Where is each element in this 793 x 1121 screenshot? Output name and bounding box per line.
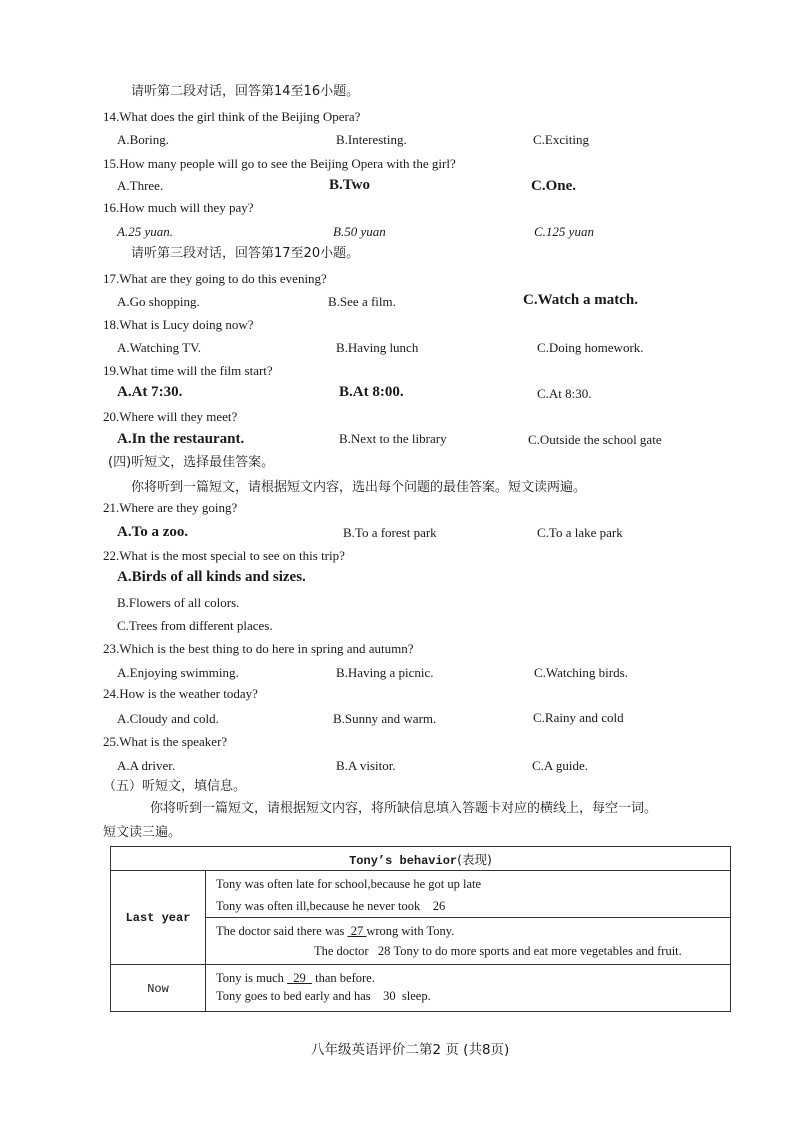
q17-option-b: B.See a film.	[328, 294, 396, 309]
now-line-1-pre: Tony is much	[216, 971, 284, 985]
ly-line-3-pre: The doctor said there was	[216, 924, 345, 938]
q18-option-a: A.Watching TV.	[117, 340, 202, 355]
page-footer: 八年级英语评价二第2 页 (共8页)	[311, 1042, 510, 1058]
question-18-stem: 18.What is Lucy doing now?	[103, 317, 254, 332]
table-title-cn: (表现)	[457, 851, 492, 867]
q20-option-b: B.Next to the library	[339, 431, 447, 446]
q19-option-c: C.At 8:30.	[537, 386, 592, 401]
question-19-stem: 19.What time will the film start?	[103, 363, 273, 378]
now-line-2	[216, 989, 431, 1004]
q21-option-b: B.To a forest park	[343, 525, 437, 540]
now-label: Now	[147, 981, 169, 996]
q23-option-c: C.Watching birds.	[534, 665, 628, 680]
question-14-stem: 14.What does the girl think of the Beijing Opera?	[103, 109, 361, 124]
now-line-1	[216, 971, 375, 986]
question-22-stem: 22.What is the most special to see on this trip?	[103, 548, 345, 563]
ly-line-3	[216, 924, 454, 939]
q15-option-b: B.Two	[329, 177, 370, 193]
question-25-stem: 25.What is the speaker?	[103, 734, 228, 749]
ly-line-3-post: wrong with Tony.	[366, 924, 455, 938]
last-year-label-cell	[111, 871, 206, 965]
q25-option-b: B.A visitor.	[336, 758, 396, 773]
q14-option-c: C.Exciting	[533, 132, 589, 147]
q15-option-a: A.Three.	[117, 178, 164, 193]
now-label-cell	[111, 965, 206, 1012]
blank-29: 29	[293, 971, 306, 985]
part-4-instruction: 你将听到一篇短文，请根据短文内容，选出每个问题的最佳答案。短文读两遍。	[131, 480, 587, 495]
q21-option-a: A.To a zoo.	[117, 524, 189, 540]
q19-option-a: A.At 7:30.	[117, 384, 183, 400]
q24-option-c: C.Rainy and cold	[533, 710, 624, 725]
blank-26: 26	[432, 899, 446, 913]
blank-30: 30	[383, 989, 396, 1003]
part-5-instruction-line-2: 短文读三遍。	[103, 825, 182, 840]
q22-option-c: C.Trees from different places.	[117, 618, 273, 633]
section-3-instruction: 请听第三段对话，回答第17至20小题。	[131, 246, 360, 261]
table-title-en: Tony’s behavior	[349, 853, 458, 868]
q23-option-b: B.Having a picnic.	[336, 665, 434, 680]
q24-option-b: B.Sunny and warm.	[333, 711, 437, 726]
part-5-instruction-line-1: 你将听到一篇短文，请根据短文内容，将所缺信息填入答题卡对应的横线上，每空一词。	[150, 801, 658, 816]
q22-option-b: B.Flowers of all colors.	[117, 595, 240, 610]
q20-option-a: A.In the restaurant.	[117, 431, 245, 447]
q15-option-c: C.One.	[531, 178, 576, 194]
blank-28: 28	[377, 944, 391, 958]
q25-option-c: C.A guide.	[532, 758, 588, 773]
now-row	[206, 965, 731, 1012]
part-5-heading: （五）听短文，填信息。	[103, 779, 247, 794]
q16-option-c: C.125 yuan	[534, 224, 594, 239]
q20-option-c: C.Outside the school gate	[528, 432, 662, 447]
behavior-table	[110, 846, 731, 1012]
last-year-label: Last year	[125, 911, 191, 925]
question-17-stem: 17.What are they going to do this evening?	[103, 271, 327, 286]
now-line-2-post: sleep.	[401, 989, 431, 1003]
q19-option-b: B.At 8:00.	[339, 384, 404, 400]
q23-option-a: A.Enjoying swimming.	[117, 665, 239, 680]
now-line-2-pre: Tony goes to bed early and has	[216, 989, 371, 1003]
q14-option-a: A.Boring.	[117, 132, 169, 147]
question-16-stem: 16.How much will they pay?	[103, 200, 254, 215]
section-2-instruction: 请听第二段对话，回答第14至16小题。	[131, 84, 360, 99]
ly-line-1: Tony was often late for school,because he got up late	[216, 877, 482, 891]
question-15-stem: 15.How many people will go to see the Beijing Opera with the girl?	[103, 156, 456, 171]
q18-option-c: C.Doing homework.	[537, 340, 644, 355]
ly-line-2-text: Tony was often ill,because he never took	[216, 899, 421, 913]
question-20-stem: 20.Where will they meet?	[103, 409, 238, 424]
q17-option-c: C.Watch a match.	[523, 292, 638, 308]
q16-option-a: A.25 yuan.	[117, 224, 173, 239]
q14-option-b: B.Interesting.	[336, 132, 407, 147]
q16-option-b: B.50 yuan	[333, 224, 386, 239]
question-23-stem: 23.Which is the best thing to do here in spring and autumn?	[103, 641, 414, 656]
last-year-row-1	[206, 871, 731, 918]
q22-option-a: A.Birds of all kinds and sizes.	[117, 569, 306, 585]
part-4-heading: (四)听短文，选择最佳答案。	[108, 455, 275, 470]
table-header	[111, 847, 731, 871]
ly-line-4-post: Tony to do more sports and eat more vegetables and fruit.	[393, 944, 682, 958]
question-21-stem: 21.Where are they going?	[103, 500, 238, 515]
ly-line-4-pre: The doctor	[314, 944, 369, 958]
q18-option-b: B.Having lunch	[336, 340, 419, 355]
question-24-stem: 24.How is the weather today?	[103, 686, 258, 701]
ly-line-2	[216, 899, 445, 914]
now-line-1-post: than before.	[315, 971, 375, 985]
q25-option-a: A.A driver.	[117, 758, 176, 773]
ly-line-4	[314, 944, 682, 959]
last-year-row-2	[206, 918, 731, 965]
q21-option-c: C.To a lake park	[537, 525, 623, 540]
q17-option-a: A.Go shopping.	[117, 294, 200, 309]
blank-27: 27	[350, 924, 364, 938]
q24-option-a: A.Cloudy and cold.	[117, 711, 219, 726]
